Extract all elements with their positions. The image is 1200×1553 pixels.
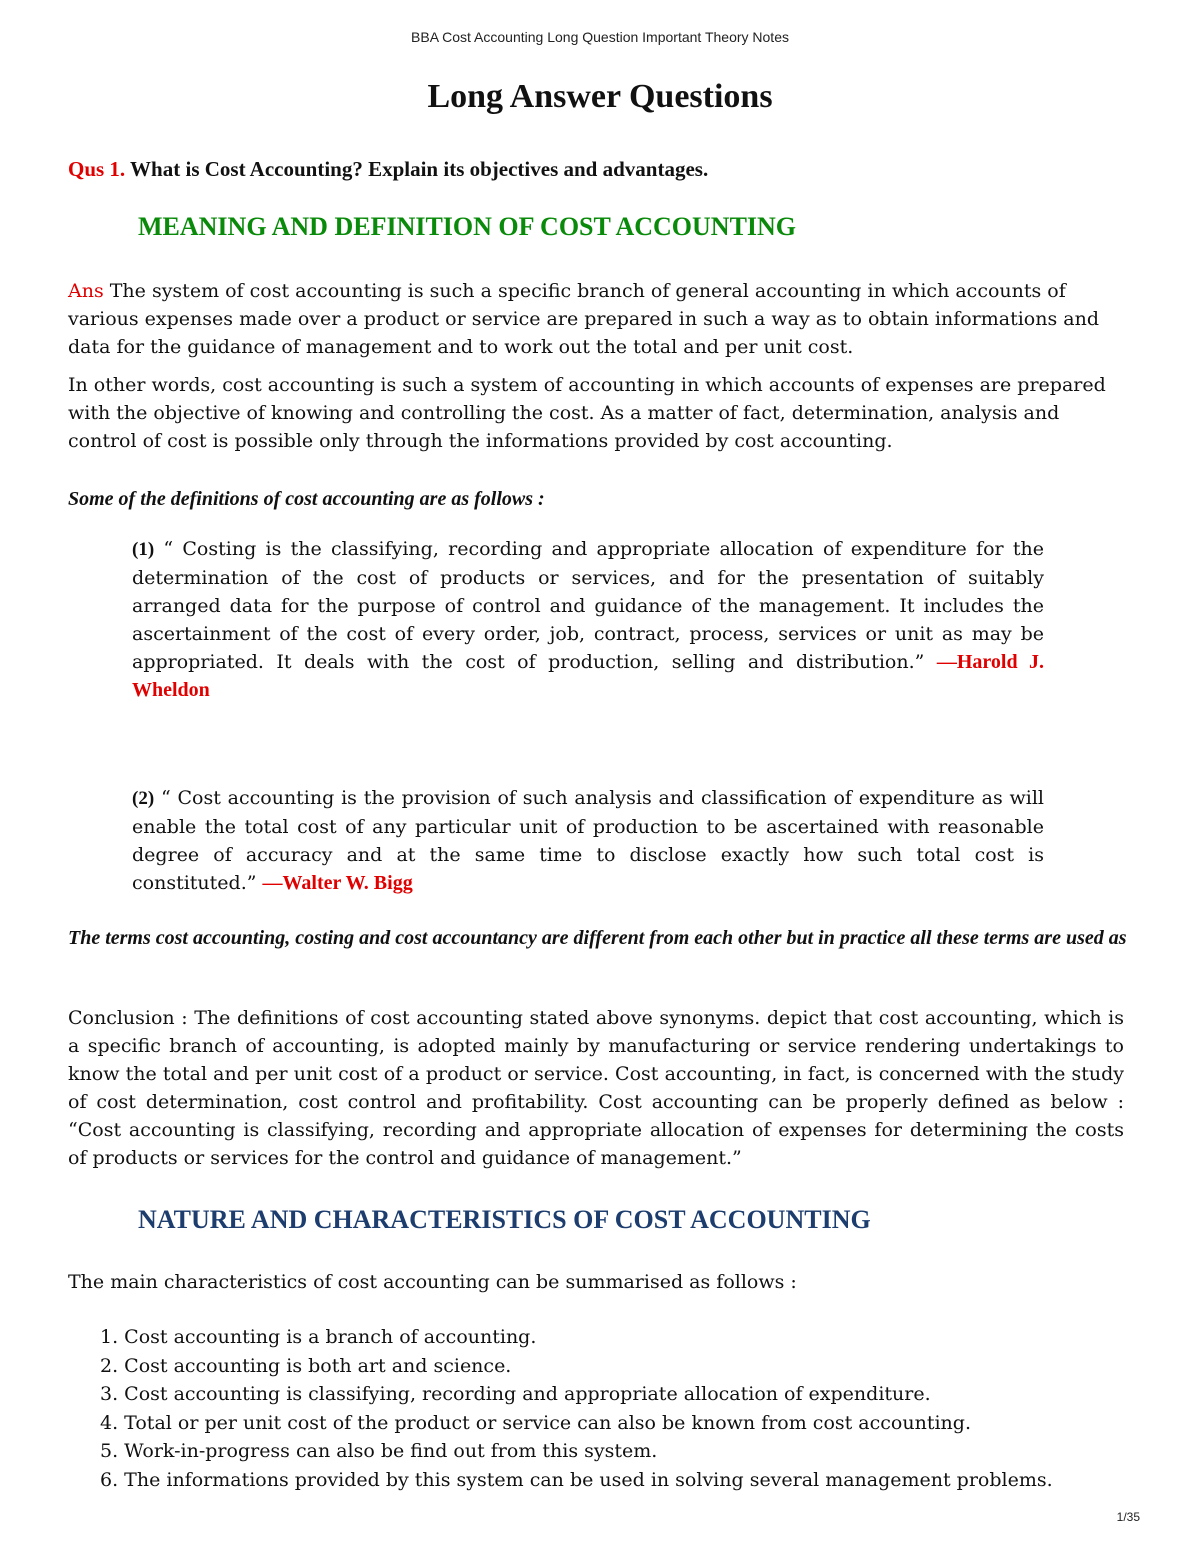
page-title: Long Answer Questions [427,78,773,115]
conclusion-paragraph: Conclusion : The definitions of cost accounting stated above synonyms. depict that cost accounting, which is a specific branch of accounting, is adopted mainly by manufacturing or service rendering undertakings to know the total and per unit cost of a product or service. Cost accounting, in fact, is concerned with the study of cost determination, cost control and profitability. Cost accounting can be properly defined as below : “Cost accounting is classifying, recording and appropriate allocation of expenses for determining the costs of products or services for the control and guidance of management.” [68,1007,1124,1169]
section-heading-nature: NATURE AND CHARACTERISTICS OF COST ACCOUNTING [138,1205,871,1234]
question-label: Qus 1. [68,157,126,181]
question-1 [68,157,1138,182]
definition-text: “ Costing is the classifying, recording and appropriate allocation of expenditure for the determination of the cost of products or services, and for the presentation of suitably arranged data for the purpose of control and guidance of the management. It includes the ascertainment of the cost of every order, job, contract, process, services or unit as may be appropriated. It deals with the cost of production, selling and distribution.” [132,538,1044,673]
definition-author: —Walter W. Bigg [262,872,413,894]
list-item: 6. The informations provided by this system can be used in solving several management problems. [100,1468,1053,1491]
definition-number: (1) [132,539,155,560]
definition-number: (2) [132,788,155,809]
terms-note: The terms cost accounting, costing and cost accountancy are different from each other but in practice all these terms are used as [68,927,1127,949]
definition-1 [132,535,1044,704]
answer-paragraph [68,277,1128,361]
definition-author: —Harold J. Wheldon [132,651,1044,701]
answer-text: The system of cost accounting is such a specific branch of general accounting in which accounts of various expenses made over a product or service are prepared in such a way as to obtain informations and data for the guidance of management and to work out the total and per unit cost. [68,280,1100,358]
page-number: 1/35 [1116,1510,1140,1524]
list-item: 5. Work-in-progress can also be find out from this system. [100,1440,658,1462]
question-text: What is Cost Accounting? Explain its objectives and advantages. [125,157,709,181]
page-header: BBA Cost Accounting Long Question Important Theory Notes [411,29,789,45]
characteristics-list [100,1323,1140,1494]
answer-label: Ans [68,280,104,302]
definition-text: “ Cost accounting is the provision of such analysis and classification of expenditure as will enable the total cost of any particular unit of production to be ascertained with reasonable degree of accuracy and at the same time to disclose exactly how such total cost is constituted.” [132,787,1044,894]
list-item: 1. Cost accounting is a branch of accounting. [100,1326,537,1348]
list-item: 3. Cost accounting is classifying, recording and appropriate allocation of expenditure. [100,1383,931,1405]
section-heading-meaning: MEANING AND DEFINITION OF COST ACCOUNTING [138,212,797,241]
definitions-intro: Some of the definitions of cost accounting are as follows : [68,488,545,510]
characteristics-intro: The main characteristics of cost accounting can be summarised as follows : [68,1271,797,1293]
paragraph-other-words: In other words, cost accounting is such a system of accounting in which accounts of expenses are prepared with the objective of knowing and controlling the cost. As a matter of fact, determination, analysis and control of cost is possible only through the informations provided by cost accounting. [68,374,1106,452]
list-item: 4. Total or per unit cost of the product or service can also be known from cost accounting. [100,1411,971,1434]
list-item: 2. Cost accounting is both art and science. [100,1354,512,1377]
definition-2 [132,784,1044,897]
